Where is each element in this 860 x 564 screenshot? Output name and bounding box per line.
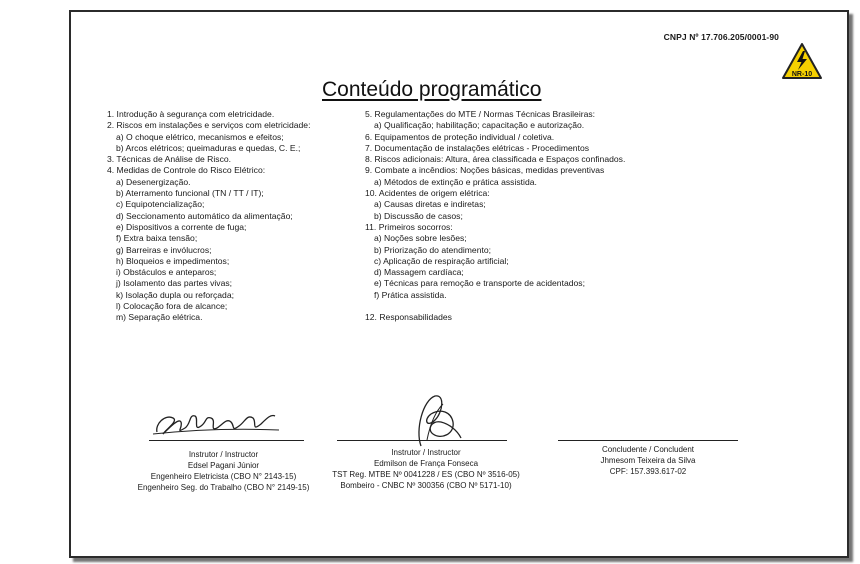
program-list-item: j) Isolamento das partes vivas; [116, 278, 233, 289]
signature-block-left [111, 449, 336, 493]
program-list-item: 8. Riscos adicionais: Altura, área classificada e Espaços confinados. [365, 154, 626, 165]
signature-block-right [558, 444, 738, 477]
program-list-item: 2. Riscos em instalações e serviços com eletricidade: [107, 120, 311, 131]
program-list-item: d) Massagem cardíaca; [374, 267, 464, 278]
program-list-item: 1. Introdução à segurança com eletricidade. [107, 109, 275, 119]
program-list-item: f) Extra baixa tensão; [116, 233, 198, 244]
program-list-item: d) Seccionamento automático da alimentação; [116, 210, 293, 221]
program-list-item: f) Prática assistida. [374, 289, 447, 300]
program-list-item: a) Noções sobre lesões; [374, 233, 467, 244]
program-list-item: 4. Medidas de Controle do Risco Elétrico: [107, 165, 266, 176]
signer-name: Edsel Pagani Júnior [187, 461, 260, 470]
program-list-item [365, 301, 665, 312]
program-list-item: 12. Responsabilidades [365, 312, 452, 323]
program-list-item: a) Desenergização. [116, 176, 191, 187]
program-list-item: 9. Combate a incêndios: Noções básicas, medidas preventivas [365, 165, 605, 176]
signature-line-center [337, 440, 507, 441]
program-list-right [365, 109, 665, 323]
signer-credential: TST Reg. MTBE Nº 0041228 / ES (CBO Nº 3516-05) [332, 470, 520, 479]
program-list-item: b) Discussão de casos; [374, 210, 463, 221]
signer-role: Instrutor / Instructor [391, 448, 461, 457]
cnpj-number: CNPJ Nº 17.706.205/0001-90 [663, 32, 779, 42]
signer-credential: Engenheiro Eletricista (CBO N° 2143-15) [150, 472, 297, 481]
program-list-item: a) O choque elétrico, mecanismos e efeitos; [116, 131, 284, 142]
certificate-sheet [69, 10, 849, 558]
program-list-item: b) Aterramento funcional (TN / TT / IT); [116, 188, 264, 199]
program-list-item: g) Barreiras e invólucros; [116, 244, 212, 255]
program-list-item: c) Equipotencialização; [116, 199, 205, 210]
program-list-left [107, 109, 397, 324]
signer-credential: Bombeiro - CNBC Nº 300356 (CBO Nº 5171-10) [340, 481, 512, 490]
program-list-item: a) Métodos de extinção e prática assistida. [374, 176, 537, 187]
signature-line-right [558, 440, 738, 441]
signature-left [151, 404, 281, 440]
signer-name: Edmilson de França Fonseca [373, 459, 479, 468]
program-list-item: a) Causas diretas e indiretas; [374, 199, 486, 210]
signer-role: Concludente / Concludent [601, 445, 695, 454]
page-title: Conteúdo programático [322, 78, 542, 101]
program-list-item: b) Arcos elétricos; queimaduras e quedas, C. E.; [116, 142, 301, 153]
program-list-item: m) Separação elétrica. [116, 312, 203, 323]
program-list-item: 3. Técnicas de Análise de Risco. [107, 154, 232, 165]
program-list-item: b) Priorização do atendimento; [374, 244, 492, 255]
signer-name: Jhmesom Teixeira da Silva [600, 456, 696, 465]
program-list-item: l) Colocação fora de alcance; [116, 301, 228, 312]
program-list-item: c) Aplicação de respiração artificial; [374, 255, 509, 266]
signer-credential: CPF: 157.393.617-02 [609, 467, 687, 476]
program-list-item: 6. Equipamentos de proteção individual / coletiva. [365, 131, 555, 142]
signature-line-left [149, 440, 304, 441]
program-list-item: i) Obstáculos e anteparos; [116, 267, 217, 278]
nr10-warning-badge-icon [781, 42, 823, 80]
program-list-item: 5. Regulamentações do MTE / Normas Técnicas Brasileiras: [365, 109, 596, 119]
program-list-item: 11. Primeiros socorros: [365, 221, 453, 232]
signer-role: Instrutor / Instructor [188, 450, 259, 459]
program-list-item: 7. Documentação de instalações elétricas - Procedimentos [365, 142, 590, 153]
badge-label: NR-10 [791, 71, 813, 78]
program-list-item: e) Dispositivos a corrente de fuga; [116, 221, 247, 232]
signature-block-center [311, 447, 541, 491]
program-list-item: k) Isolação dupla ou reforçada; [116, 289, 234, 300]
program-list-item: a) Qualificação; habilitação; capacitação e autorização. [374, 120, 585, 131]
program-list-item: h) Bloqueios e impedimentos; [116, 255, 230, 266]
program-list-item: 10. Acidentes de origem elétrica: [365, 188, 490, 199]
signer-credential: Engenheiro Seg. do Trabalho (CBO N° 2149-15) [137, 483, 310, 492]
program-list-item: e) Técnicas para remoção e transporte de acidentados; [374, 278, 585, 289]
